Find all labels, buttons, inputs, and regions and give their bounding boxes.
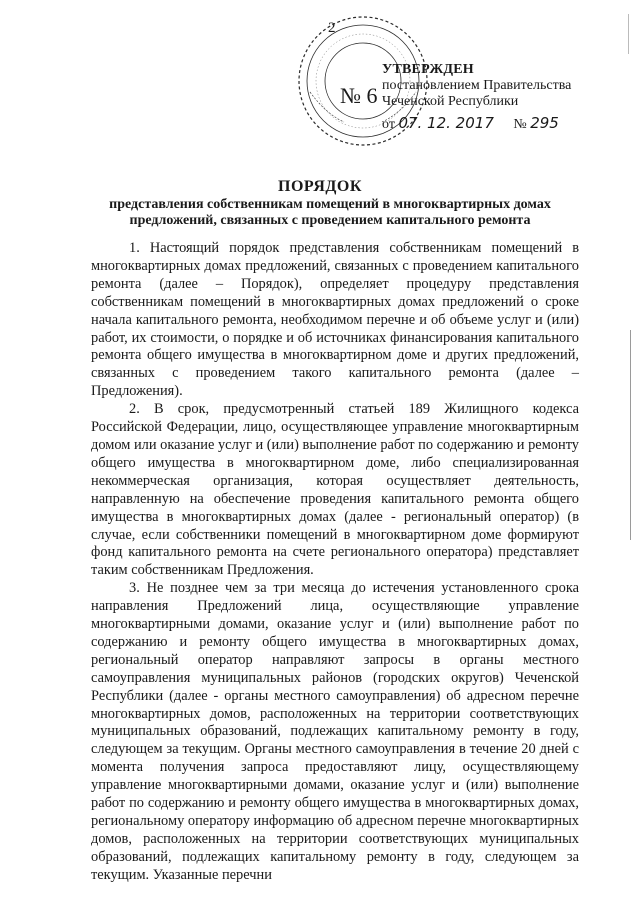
approval-date-line <box>382 115 571 133</box>
handwritten-date: 07. 12. 2017 <box>398 114 494 132</box>
paragraph-3: 3. Не позднее чем за три месяца до истечения установленного срока направления Предложений лица, осуществляющие управление многоквартирными домами, оказание услуг и (или) выполнение работ по содержанию и ремонту общего имущества в многоквартирных домах, региональный оператор направляют запросы в органы местного самоуправления муниципальных районов (городских округов) Чеченской Республики (далее - органы местного самоуправления) об адресном перечне многоквартирных домов, расположенных на территории соответствующих муниципальных образований, подлежащих капитальному ремонту в году, следующем за текущим. Органы местного самоуправления в течение 20 дней с момента получения запроса предоставляют лицу, осуществляющему управление многоквартирными домами, оказание услуг и (или) выполнение работ по содержанию и ремонту общего имущества в многоквартирных домах, региональному оператору информацию об адресном перечне многоквартирных домов, расположенных на территории соответствующих муниципальных образований, подлежащих капитальному ремонту в году, следующем за текущим. Указанные перечни <box>91 580 579 883</box>
approval-line-2: Чеченской Республики <box>382 94 519 109</box>
scan-margin-mark <box>628 14 629 54</box>
handwritten-number: 295 <box>530 114 559 132</box>
scan-margin-rule <box>630 330 631 540</box>
document-title: ПОРЯДОК <box>278 178 362 195</box>
approval-block <box>382 62 571 133</box>
number-sign: № <box>513 117 527 132</box>
document-body <box>91 240 579 885</box>
paragraph-2: 2. В срок, предусмотренный статьей 189 Жилищного кодекса Российской Федерации, лицо, осуществляющее управление многоквартирным домом или оказание услуг и (или) выполнение работ по содержанию и ремонту общего имущества в многоквартирном доме, либо специализированная некоммерческая организация, которая осуществляет деятельность, направленную на обеспечение проведения капитального ремонта общего имущества в многоквартирных домах (далее - региональный оператор) (в случае, если собственники помещений в многоквартирном доме формируют фонд капитального ремонта на счете регионального оператора) представляет таким собственникам Предложения. <box>91 401 579 579</box>
document-subtitle: представления собственникам помещений в многоквартирных домах предложений, связанных с проведением капитального ремонта <box>109 197 551 228</box>
paragraph-1: 1. Настоящий порядок представления собственникам помещений в многоквартирных домах предложений, связанных с проведением капитального ремонта (далее – Порядок), определяет процедуру представления собственникам помещений в многоквартирных домах предложений о сроке начала капитального ремонта, необходимом перечне и об объеме услуг и (или) работ, их стоимости, о порядке и об источниках финансирования капитального ремонта общего имущества в многоквартирном доме и других предложений, связанных с проведением такого капитального ремонта (далее – Предложения). <box>91 240 579 400</box>
approval-title: УТВЕРЖДЕН <box>382 62 474 77</box>
stamp-number: № 6 <box>340 83 378 108</box>
approval-line-1: постановлением Правительства <box>382 78 572 93</box>
date-prefix: от <box>382 117 395 132</box>
page-number: 2 <box>328 20 336 36</box>
